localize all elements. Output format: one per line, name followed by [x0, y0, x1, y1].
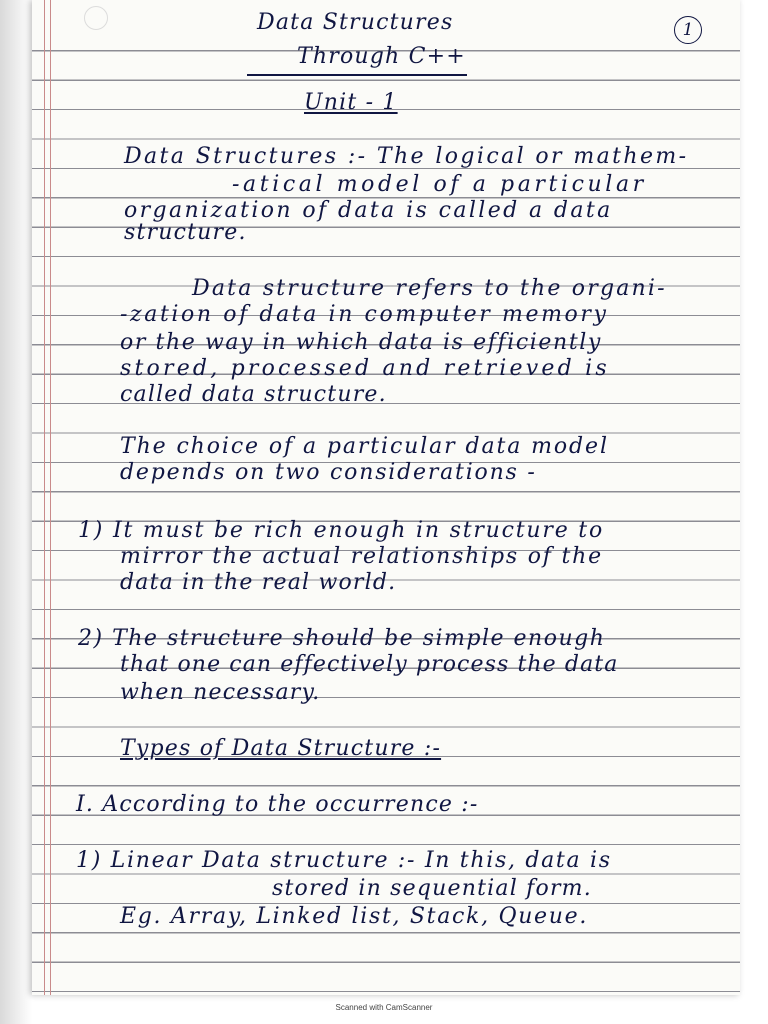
title-underline	[247, 74, 467, 76]
text-line-11: depends on two considerations -	[120, 460, 537, 485]
text-line-linear: 1) Linear Data structure :- In this, data is	[76, 848, 612, 873]
page-number-badge	[674, 16, 702, 44]
notebook-paper	[32, 0, 740, 995]
margin-line	[50, 0, 51, 995]
text-line-10: The choice of a particular data model	[120, 434, 609, 459]
text-line-1: Data Structures :- The logical or mathem-	[124, 144, 689, 169]
subsection-heading-occurrence: I. According to the occurrence :-	[76, 792, 479, 817]
page-number: 1	[682, 20, 694, 40]
unit-heading: Unit - 1	[304, 90, 398, 115]
scanner-watermark: Scanned with CamScanner	[335, 1003, 433, 1012]
text-line-14: data in the real world.	[120, 570, 397, 595]
faint-page-mark	[84, 6, 108, 30]
text-line-7: or the way in which data is efficiently	[120, 330, 602, 355]
text-line-4: structure.	[124, 220, 247, 245]
text-line-sequential: stored in sequential form.	[272, 876, 592, 901]
text-line-6: -zation of data in computer memory	[120, 302, 609, 327]
margin-line	[44, 0, 45, 995]
text-line-9: called data structure.	[120, 382, 387, 407]
text-line-16: that one can effectively process the data	[120, 652, 619, 677]
title-line-1: Data Structures	[257, 10, 454, 35]
text-line-12: 1) It must be rich enough in structure to	[78, 518, 604, 543]
scan-shadow-edge	[0, 0, 32, 1024]
text-line-13: mirror the actual relationships of the	[120, 544, 603, 569]
text-line-8: stored, processed and retrieved is	[120, 356, 610, 381]
text-line-15: 2) The structure should be simple enough	[78, 626, 606, 651]
section-heading-types: Types of Data Structure :-	[120, 736, 442, 761]
text-line-3: organization of data is called a data	[124, 198, 613, 223]
text-line-5: Data structure refers to the organi-	[192, 276, 667, 301]
text-line-17: when necessary.	[120, 680, 321, 705]
title-line-2: Through C++	[297, 44, 466, 69]
text-line-example: Eg. Array, Linked list, Stack, Queue.	[120, 904, 589, 929]
text-line-2: -atical model of a particular	[232, 172, 647, 197]
